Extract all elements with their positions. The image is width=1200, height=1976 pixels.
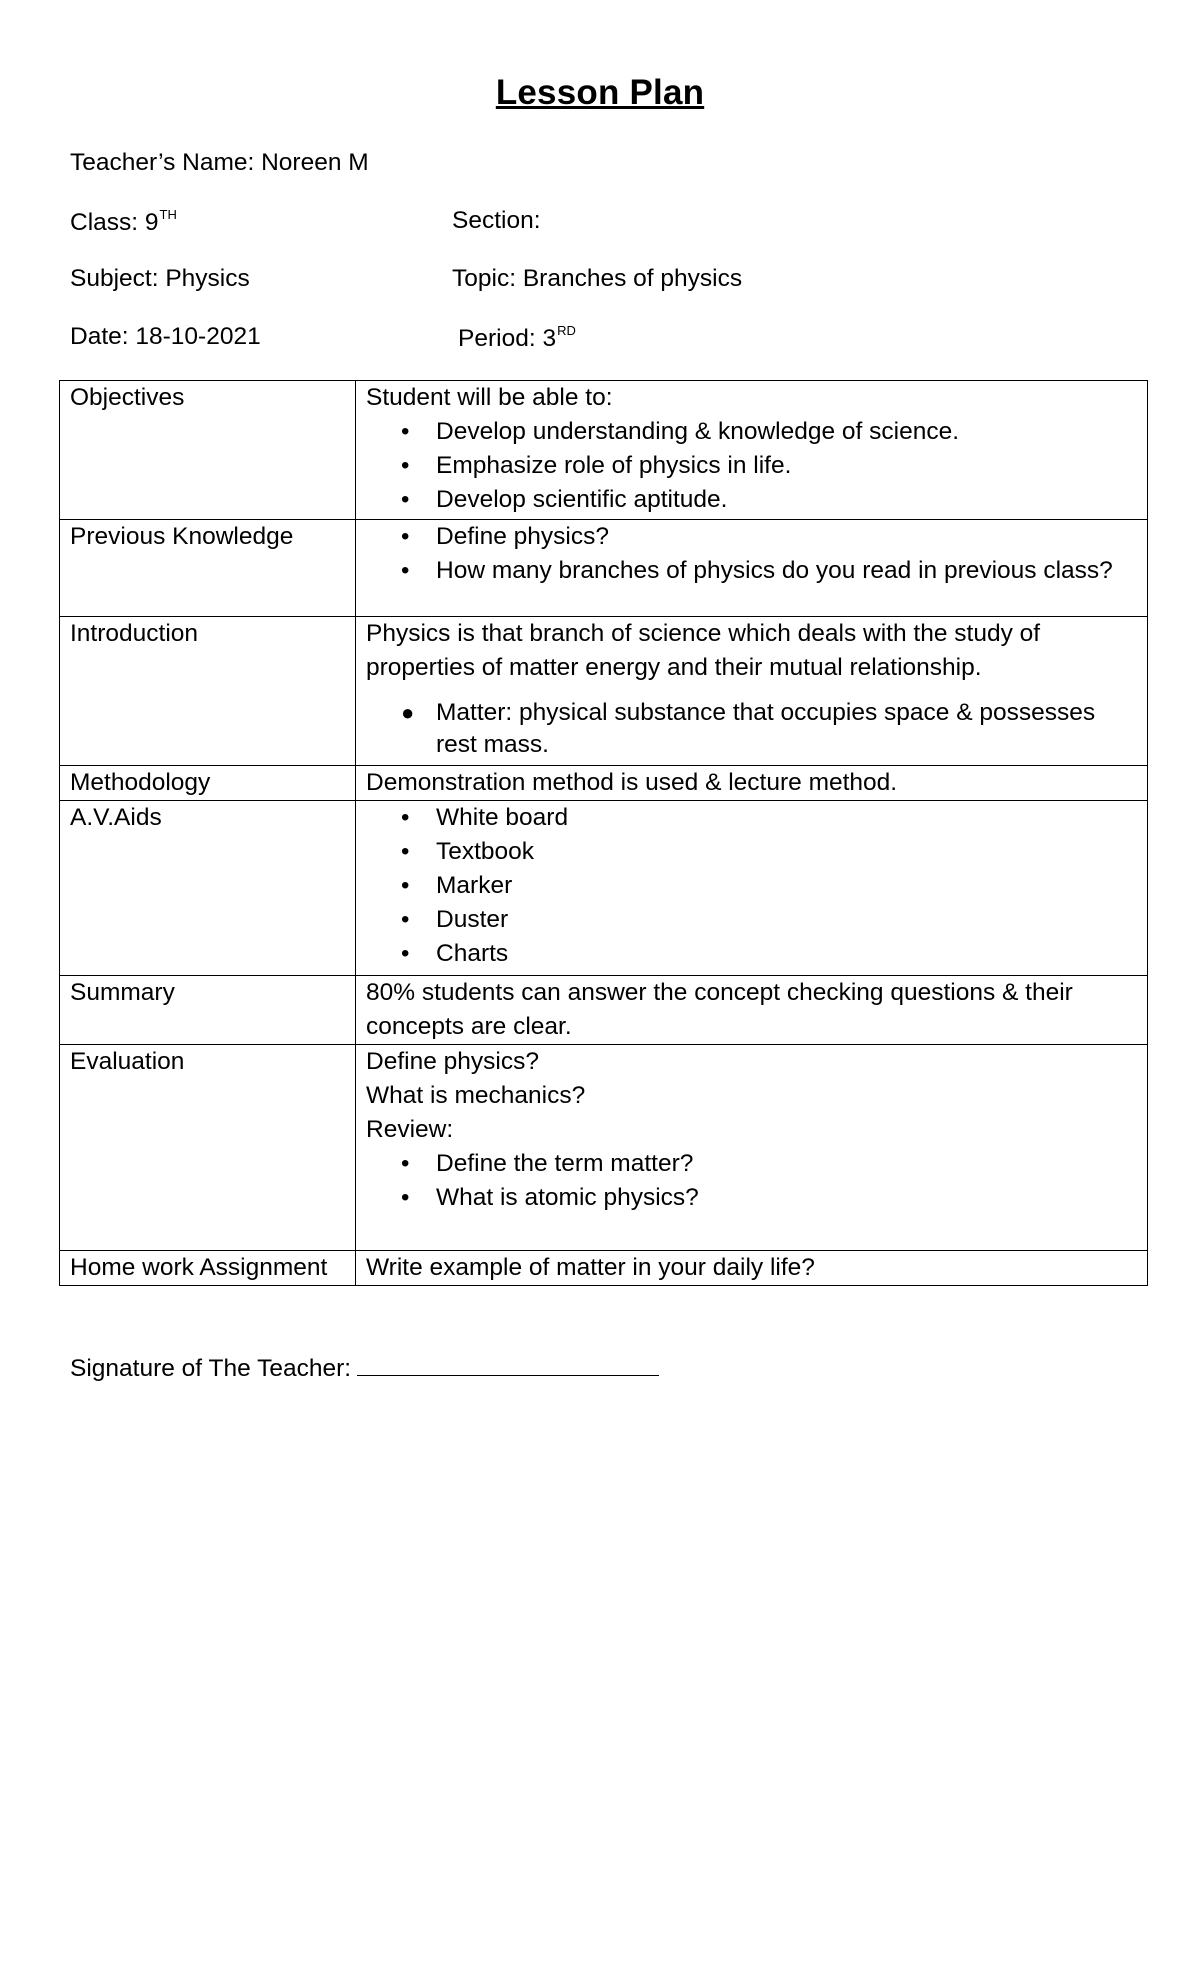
methodology-text: Demonstration method is used & lecture method. bbox=[356, 766, 1148, 801]
summary-text: 80% students can answer the concept checking questions & their concepts are clear. bbox=[356, 976, 1148, 1045]
table-row-introduction bbox=[60, 617, 1148, 766]
date-label: Date: bbox=[70, 323, 129, 350]
list-item: • Develop understanding & knowledge of science. bbox=[366, 415, 1139, 449]
objectives-cell bbox=[356, 381, 1148, 520]
table-row-previous-knowledge bbox=[60, 520, 1148, 617]
evaluation-line: Define physics? bbox=[366, 1048, 539, 1075]
table-row-av-aids bbox=[60, 801, 1148, 976]
list-item: • How many branches of physics do you read in previous class? bbox=[366, 554, 1139, 588]
table-row-objectives bbox=[60, 381, 1148, 520]
evaluation-line: What is mechanics? bbox=[366, 1082, 586, 1109]
introduction-cell bbox=[356, 617, 1148, 766]
class-superscript: TH bbox=[159, 207, 177, 222]
list-item: • White board bbox=[366, 801, 1139, 835]
objectives-label: Objectives bbox=[60, 381, 356, 520]
previous-knowledge-cell bbox=[356, 520, 1148, 617]
list-item: • Define physics? bbox=[366, 520, 1139, 554]
list-item: • Marker bbox=[366, 869, 1139, 903]
av-aids-list bbox=[366, 801, 1139, 971]
period-label: Period: bbox=[458, 325, 536, 352]
previous-knowledge-list bbox=[366, 520, 1139, 588]
teacher-name-line bbox=[70, 149, 369, 177]
period-value: 3 bbox=[542, 325, 557, 352]
lesson-plan-table bbox=[59, 380, 1148, 1286]
teacher-name-label: Teacher’s Name: bbox=[70, 149, 255, 176]
evaluation-line: Review: bbox=[366, 1116, 454, 1143]
objectives-list bbox=[366, 415, 1139, 517]
section-label: Section: bbox=[452, 207, 541, 234]
list-item: • Emphasize role of physics in life. bbox=[366, 449, 1139, 483]
list-item: • What is atomic physics? bbox=[366, 1181, 1139, 1215]
signature-line bbox=[70, 1349, 659, 1383]
list-item: • Define the term matter? bbox=[366, 1147, 1139, 1181]
summary-label: Summary bbox=[60, 976, 356, 1045]
av-aids-cell bbox=[356, 801, 1148, 976]
table-row-methodology bbox=[60, 766, 1148, 801]
table-row-evaluation bbox=[60, 1045, 1148, 1251]
homework-text: Write example of matter in your daily life? bbox=[356, 1251, 1148, 1286]
class-label: Class: bbox=[70, 209, 139, 236]
subject-line bbox=[70, 265, 250, 293]
period-line bbox=[458, 323, 576, 353]
introduction-list bbox=[366, 697, 1139, 761]
table-row-homework bbox=[60, 1251, 1148, 1286]
list-item: • Textbook bbox=[366, 835, 1139, 869]
topic-line bbox=[452, 265, 742, 293]
period-superscript: RD bbox=[557, 323, 576, 338]
date-value: 18-10-2021 bbox=[135, 323, 261, 350]
page-title: Lesson Plan bbox=[495, 73, 705, 112]
list-item: • Charts bbox=[366, 937, 1139, 971]
date-line bbox=[70, 323, 261, 351]
table-row-summary bbox=[60, 976, 1148, 1045]
teacher-name-value: Noreen M bbox=[261, 149, 369, 176]
evaluation-label: Evaluation bbox=[60, 1045, 356, 1251]
av-aids-label: A.V.Aids bbox=[60, 801, 356, 976]
subject-label: Subject: bbox=[70, 265, 159, 292]
topic-value: Branches of physics bbox=[522, 265, 743, 292]
section-line bbox=[452, 207, 541, 235]
list-item: • Duster bbox=[366, 903, 1139, 937]
list-item: ● Matter: physical substance that occupies space & possesses rest mass. bbox=[366, 697, 1139, 761]
introduction-label: Introduction bbox=[60, 617, 356, 766]
topic-label: Topic: bbox=[452, 265, 517, 292]
class-line bbox=[70, 207, 177, 237]
introduction-text: Physics is that branch of science which deals with the study of properties of matter energy and their mutual relationship. bbox=[366, 620, 1041, 681]
class-value: 9 bbox=[144, 209, 159, 236]
list-item: • Develop scientific aptitude. bbox=[366, 483, 1139, 517]
homework-label: Home work Assignment bbox=[60, 1251, 356, 1286]
evaluation-list bbox=[366, 1147, 1139, 1215]
subject-value: Physics bbox=[165, 265, 250, 292]
objectives-intro: Student will be able to: bbox=[366, 384, 613, 411]
methodology-label: Methodology bbox=[60, 766, 356, 801]
evaluation-cell bbox=[356, 1045, 1148, 1251]
signature-blank bbox=[357, 1349, 659, 1376]
previous-knowledge-label: Previous Knowledge bbox=[60, 520, 356, 617]
signature-label: Signature of The Teacher: bbox=[70, 1355, 352, 1382]
